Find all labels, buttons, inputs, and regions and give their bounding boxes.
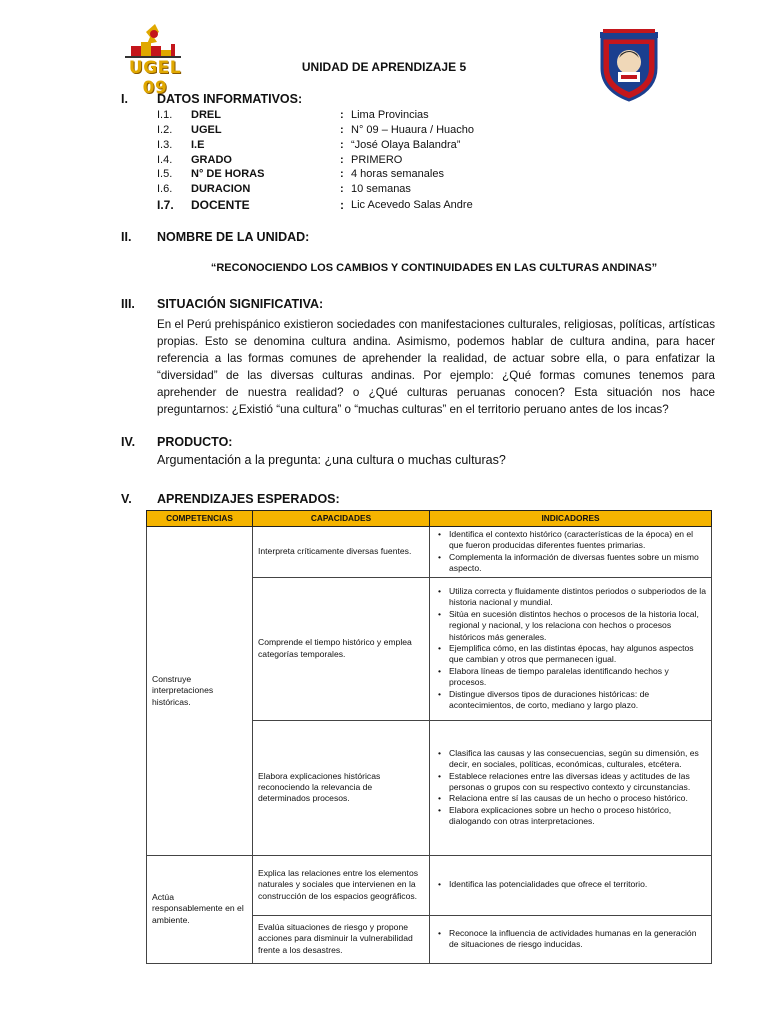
indicador-item: • Distingue diversos tipos de duraciones históricas: de acontecimientos, de corto, mediano y largo plazo. [449, 689, 706, 712]
datos-label: N° DE HORAS [191, 168, 265, 180]
datos-value: 4 horas semanales [351, 168, 444, 180]
datos-value: PRIMERO [351, 154, 403, 166]
ugel-logo-text: UGEL 09 [128, 58, 182, 98]
section-1-title: DATOS INFORMATIVOS: [157, 92, 303, 106]
indicadores-cell [430, 915, 712, 963]
datos-colon: : [340, 168, 344, 180]
indicador-item: • Sitúa en sucesión distintos hechos o procesos de la historia local, regional y nacional, y los relaciona con hechos o procesos históricos más generales. [449, 609, 706, 643]
datos-value: N° 09 – Huaura / Huacho [351, 124, 475, 136]
datos-key: I.5. [157, 168, 173, 180]
datos-colon: : [340, 139, 344, 151]
datos-label: GRADO [191, 154, 232, 166]
header-indicadores: INDICADORES [430, 511, 712, 527]
indicador-item: • Utiliza correcta y fluidamente distintos periodos o subperiodos de la historia nacional y mundial. [449, 586, 706, 609]
datos-label: DURACION [191, 183, 251, 195]
section-5-title: APRENDIZAJES ESPERADOS: [157, 492, 340, 506]
datos-row [157, 153, 627, 168]
indicador-item: • Identifica las potencialidades que ofrece el territorio. [449, 879, 706, 890]
table-row [147, 855, 712, 915]
indicador-item: • Reconoce la influencia de actividades humanas en la generación de situaciones de riesgo inducidas. [449, 928, 706, 951]
datos-row [157, 138, 627, 153]
indicador-item: • Clasifica las causas y las consecuencias, según su dimensión, es decir, en sociales, políticas, económicas, culturales, etcétera. [449, 748, 706, 771]
table-row [147, 527, 712, 578]
datos-label: UGEL [191, 124, 222, 136]
header-competencias: COMPETENCIAS [147, 511, 253, 527]
indicadores-cell [430, 720, 712, 855]
situacion-paragraph: En el Perú prehispánico existieron sociedades con manifestaciones culturales, religiosas, políticas, artísticas propias. Esto se denomina cultura andina. Asimismo, podemos hablar de cultura andina, para hacer referencia a las formas comunes de aprehender la realidad, de actuar sobre ella, o para enfatizar la “diversidad” de las diversas culturas andinas. Por ejemplo: ¿Qué formas comunes tenemos para aprehender de nuestra realidad? o ¿Qué culturas peruanas conocen? Esta situación nos hace preguntarnos: ¿Existió “una cultura” o “muchas culturas” en el territorio peruano antes de los incas? [157, 318, 715, 416]
indicadores-cell [430, 855, 712, 915]
indicadores-cell [430, 527, 712, 578]
section-2-title: NOMBRE DE LA UNIDAD: [157, 230, 310, 244]
datos-key: I.2. [157, 124, 173, 136]
capacidad-cell: Interpreta críticamente diversas fuentes. [253, 527, 430, 578]
table-header-row [147, 511, 712, 527]
section-4-title: PRODUCTO: [157, 435, 233, 449]
datos-value: 10 semanas [351, 183, 411, 195]
indicador-item: • Relaciona entre sí las causas de un hecho o proceso histórico. [449, 793, 706, 804]
datos-value: Lima Provincias [351, 109, 429, 121]
header-capacidades: CAPACIDADES [253, 511, 430, 527]
indicador-item: • Ejemplifica cómo, en las distintas épocas, hay algunos aspectos que cambian y otros que permanecen igual. [449, 643, 706, 666]
indicador-item: • Elabora líneas de tiempo paralelas identificando hechos y procesos. [449, 666, 706, 689]
datos-key: I.6. [157, 183, 173, 195]
datos-label: I.E [191, 139, 205, 151]
indicador-item: • Complementa la información de diversas fuentes sobre un mismo aspecto. [449, 552, 706, 575]
datos-colon: : [340, 183, 344, 195]
capacidad-cell: Explica las relaciones entre los elementos naturales y sociales que intervienen en la construcción de los espacios geográficos. [253, 855, 430, 915]
indicadores-cell [430, 577, 712, 720]
datos-colon: : [340, 154, 344, 166]
datos-colon: : [340, 198, 344, 212]
datos-row [157, 108, 627, 123]
datos-key: I.7. [157, 198, 174, 212]
competencia-cell: Construye interpretaciones históricas. [147, 527, 253, 856]
datos-value: “José Olaya Balandra” [351, 139, 461, 151]
capacidad-cell: Elabora explicaciones históricas reconociendo la relevancia de determinados procesos. [253, 720, 430, 855]
datos-label: DOCENTE [191, 198, 250, 212]
indicador-item: • Establece relaciones entre las diversas ideas y actitudes de las personas o grupos con su respectivo contexto y circunstancias. [449, 771, 706, 794]
datos-colon: : [340, 124, 344, 136]
capacidad-cell: Comprende el tiempo histórico y emplea categorías temporales. [253, 577, 430, 720]
document-title: UNIDAD DE APRENDIZAJE 5 [301, 60, 467, 74]
indicador-item: • Elabora explicaciones sobre un hecho o proceso histórico, dialogando con otras interpretaciones. [449, 805, 706, 828]
datos-key: I.3. [157, 139, 173, 151]
indicador-item: • Identifica el contexto histórico (características de la época) en el que fueron producidas diferentes fuentes primarias. [449, 529, 706, 552]
aprendizajes-table [146, 510, 712, 964]
datos-colon: : [340, 109, 344, 121]
section-4-number: IV. [121, 435, 136, 449]
datos-key: I.1. [157, 109, 173, 121]
datos-row [157, 123, 627, 138]
competencia-cell: Actúa responsablemente en el ambiente. [147, 855, 253, 963]
capacidad-cell: Evalúa situaciones de riesgo y propone acciones para disminuir la vulnerabilidad frente a los desastres. [253, 915, 430, 963]
datos-label: DREL [191, 109, 221, 121]
section-2-number: II. [121, 230, 132, 244]
producto-text: Argumentación a la pregunta: ¿una cultura o muchas culturas? [157, 453, 506, 467]
datos-row [157, 167, 627, 182]
datos-value: Lic Acevedo Salas Andre [351, 199, 473, 211]
section-3-title: SITUACIÓN SIGNIFICATIVA: [157, 297, 324, 311]
datos-row [157, 198, 627, 213]
section-3-number: III. [121, 297, 135, 311]
datos-row [157, 182, 627, 197]
section-5-number: V. [121, 492, 132, 506]
unit-name: “RECONOCIENDO LOS CAMBIOS Y CONTINUIDADES EN LAS CULTURAS ANDINAS” [210, 262, 658, 274]
ugel-logo [117, 22, 187, 98]
section-1-number: I. [121, 92, 128, 106]
datos-key: I.4. [157, 154, 173, 166]
